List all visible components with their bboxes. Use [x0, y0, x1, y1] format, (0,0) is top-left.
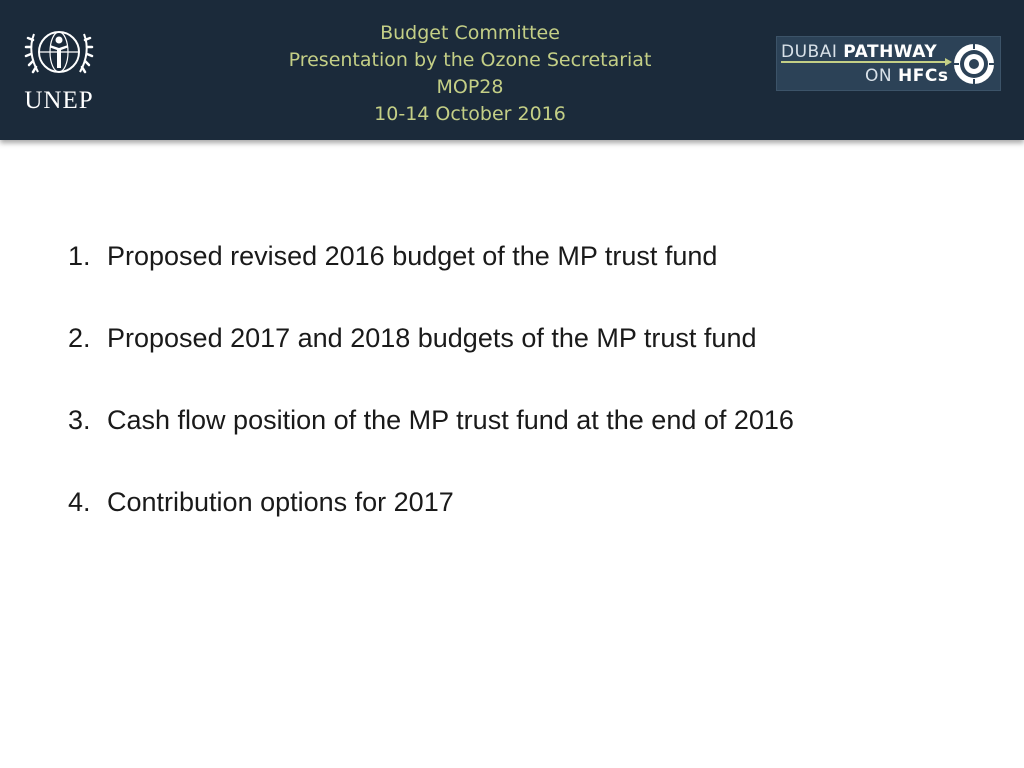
dubai-pathway-logo: [776, 36, 1001, 91]
slide-header: [0, 0, 1024, 140]
list-item: [68, 482, 968, 564]
list-item-text: Cash flow position of the MP trust fund at the end of 2016: [107, 405, 794, 435]
logo-word-pathway: PATHWAY: [843, 42, 938, 62]
logo-word-hfcs: HFCs: [898, 66, 949, 86]
unep-logo: [18, 20, 100, 118]
presentation-title: [220, 20, 720, 128]
list-item-text: Proposed revised 2016 budget of the MP trust fund: [107, 241, 718, 271]
title-line: Presentation by the Ozone Secretariat: [288, 49, 652, 71]
logo-word-on: ON: [865, 66, 893, 86]
title-line: 10-14 October 2016: [374, 103, 566, 125]
logo-word-dubai: DUBAI: [781, 42, 838, 62]
list-item: [68, 400, 968, 482]
list-item-number: 1.: [68, 241, 91, 271]
title-line: Budget Committee: [380, 22, 560, 44]
list-item-number: 2.: [68, 323, 91, 353]
target-icon: [951, 41, 997, 87]
list-item-text: Proposed 2017 and 2018 budgets of the MP trust fund: [107, 323, 757, 353]
list-item-text: Contribution options for 2017: [107, 487, 454, 517]
agenda-list: [68, 236, 968, 564]
list-item: [68, 236, 968, 318]
list-item: [68, 318, 968, 400]
title-line: MOP28: [436, 76, 504, 98]
list-item-number: 3.: [68, 405, 91, 435]
list-item-number: 4.: [68, 487, 91, 517]
unep-logo-text: UNEP: [24, 87, 94, 114]
unep-laurel-emblem-icon: [24, 20, 94, 86]
